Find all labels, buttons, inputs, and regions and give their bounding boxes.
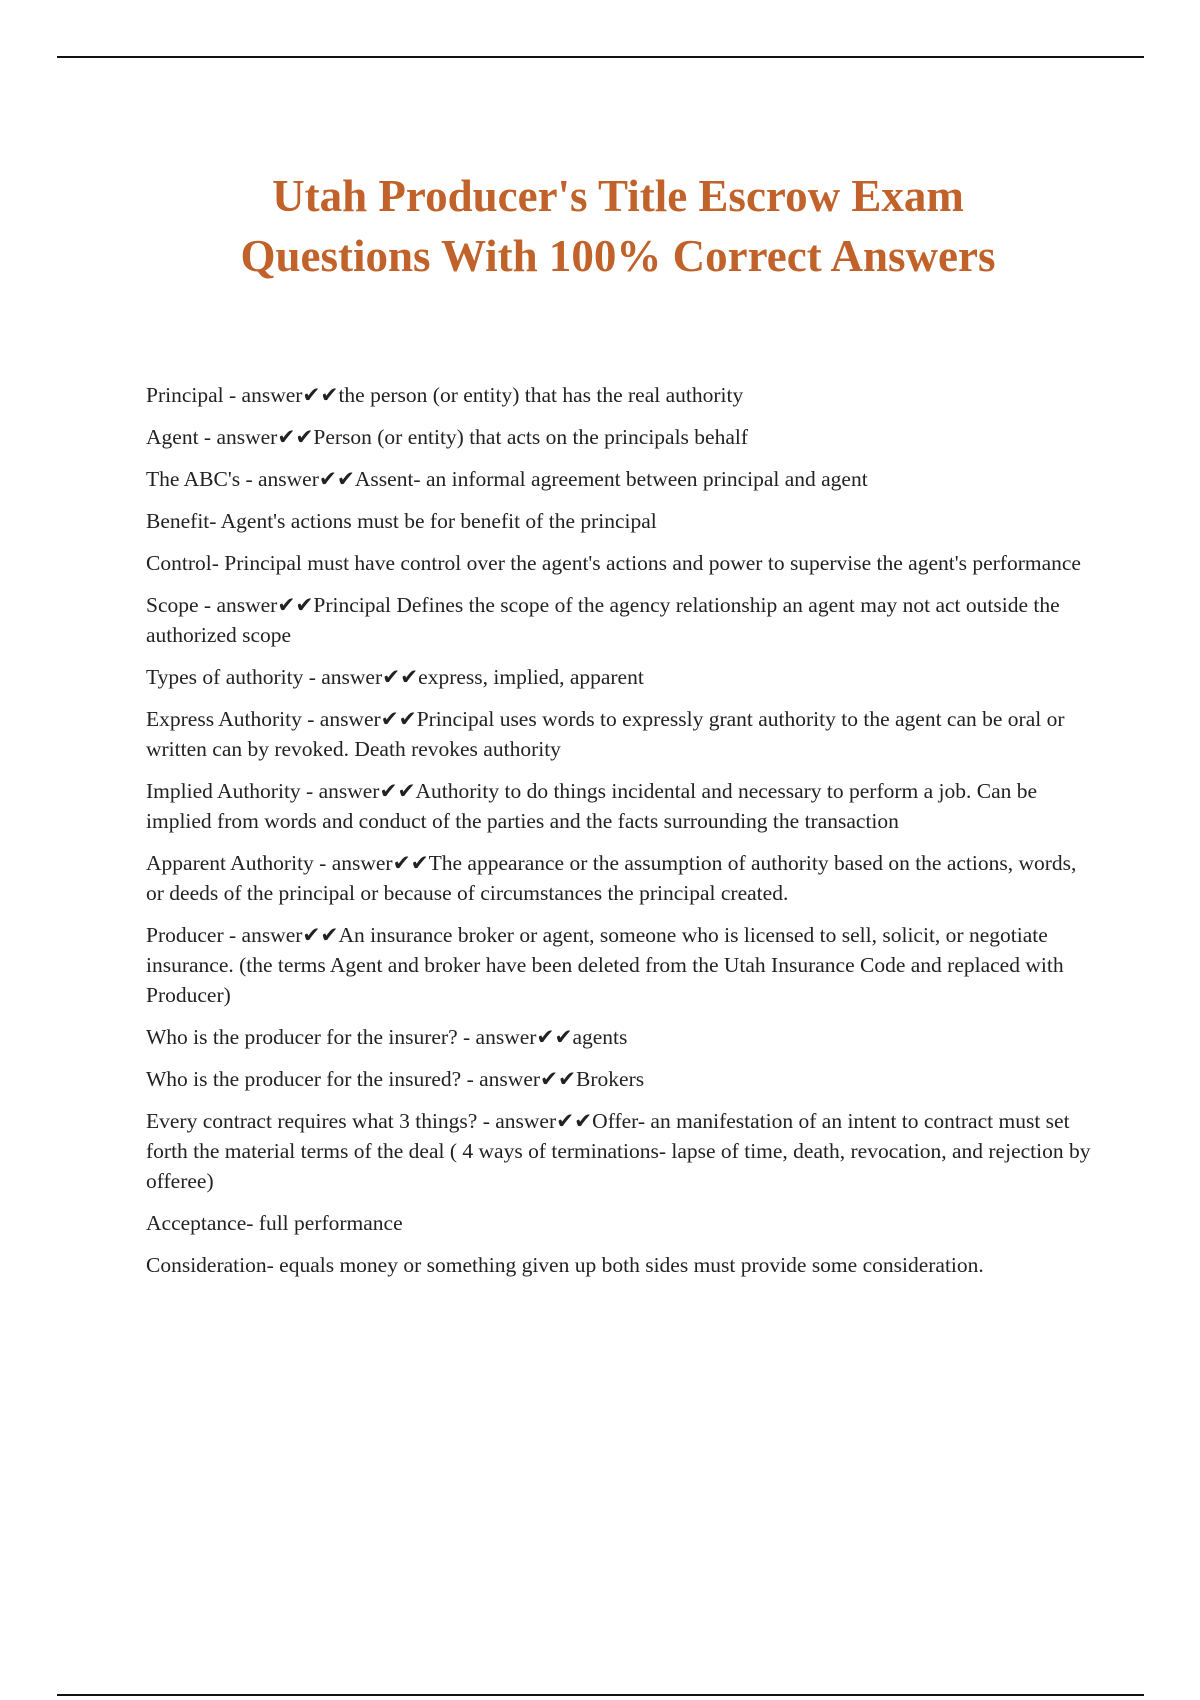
document-title-line-2: Questions With 100% Correct Answers <box>240 231 996 281</box>
qa-entry-producer-for-insured: Who is the producer for the insured? - answer✔✔Brokers <box>146 1067 645 1091</box>
qa-entry-apparent-authority: Apparent Authority - answer✔✔The appearance or the assumption of authority based on the actions, words, or deeds of the principal or because of circumstances the principal created. <box>146 851 1077 905</box>
qa-entry-implied-authority: Implied Authority - answer✔✔Authority to do things incidental and necessary to perform a job. Can be implied from words and conduct of the parties and the facts surrounding the transaction <box>146 779 1038 833</box>
qa-entry-consideration: Consideration- equals money or something given up both sides must provide some consideration. <box>146 1253 984 1277</box>
qa-entry-producer: Producer - answer✔✔An insurance broker or agent, someone who is licensed to sell, solicit, or negotiate insurance. (the terms Agent and broker have been deleted from the Utah Insurance Code and replaced with Producer) <box>146 923 1064 1007</box>
qa-entry-control: Control- Principal must have control over the agent's actions and power to supervise the agent's performance <box>146 551 1081 575</box>
qa-entry-contract-requirements: Every contract requires what 3 things? - answer✔✔Offer- an manifestation of an intent to contract must set forth the material terms of the deal ( 4 ways of terminations- lapse of time, death, revocation, and rejection by offeree) <box>146 1109 1091 1193</box>
qa-entry-producer-for-insurer: Who is the producer for the insurer? - answer✔✔agents <box>146 1025 628 1049</box>
bottom-horizontal-rule <box>57 1694 1144 1696</box>
qa-content <box>146 380 1096 1292</box>
qa-entry-agent: Agent - answer✔✔Person (or entity) that acts on the principals behalf <box>146 425 749 449</box>
document-title <box>0 166 1200 286</box>
qa-entry-types-of-authority: Types of authority - answer✔✔express, implied, apparent <box>146 665 644 689</box>
qa-entry-express-authority: Express Authority - answer✔✔Principal uses words to expressly grant authority to the agent can be oral or written can by revoked. Death revokes authority <box>146 707 1065 761</box>
qa-entry-benefit: Benefit- Agent's actions must be for benefit of the principal <box>146 509 657 533</box>
qa-entry-scope: Scope - answer✔✔Principal Defines the scope of the agency relationship an agent may not act outside the authorized scope <box>146 593 1060 647</box>
qa-entry-acceptance: Acceptance- full performance <box>146 1211 403 1235</box>
top-horizontal-rule <box>57 56 1144 58</box>
document-title-line-1: Utah Producer's Title Escrow Exam <box>272 171 964 221</box>
qa-entry-principal: Principal - answer✔✔the person (or entity) that has the real authority <box>146 383 744 407</box>
qa-entry-abcs: The ABC's - answer✔✔Assent- an informal agreement between principal and agent <box>146 467 868 491</box>
